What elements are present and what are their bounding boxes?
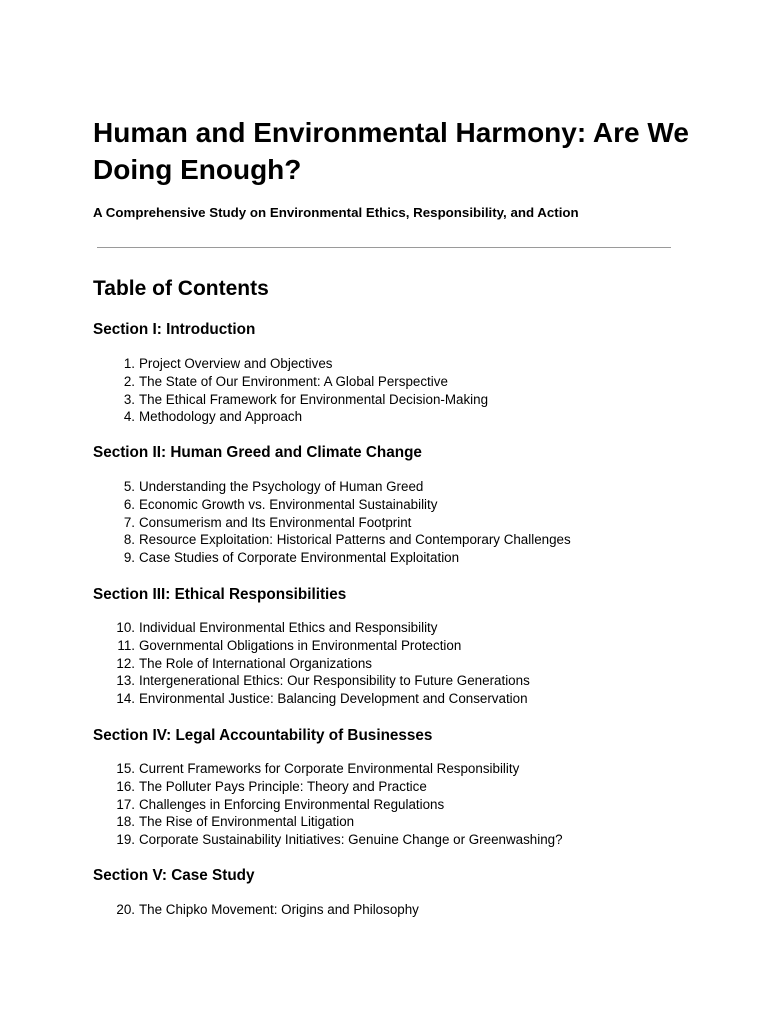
- section-title: Section III: Ethical Responsibilities: [93, 586, 347, 603]
- toc-item-number: 7.: [123, 514, 135, 530]
- toc-item-number: 2.: [123, 373, 135, 389]
- toc-item-number: 6.: [123, 496, 135, 512]
- toc-item-number: 16.: [116, 778, 135, 794]
- document-title: Human and Environmental Harmony: Are We Doing Enough?: [93, 117, 689, 185]
- toc-item-number: 18.: [116, 814, 135, 830]
- toc-item-text: The Rise of Environmental Litigation: [139, 814, 355, 830]
- toc-item-text: Case Studies of Corporate Environmental Exploitation: [139, 550, 460, 566]
- toc-heading: Table of Contents: [93, 277, 269, 300]
- toc-item-text: Corporate Sustainability Initiatives: Genuine Change or Greenwashing?: [139, 832, 563, 848]
- section-title: Section IV: Legal Accountability of Businesses: [93, 727, 433, 744]
- toc-item-number: 5.: [123, 479, 135, 494]
- section-title: Section V: Case Study: [93, 867, 255, 884]
- toc-item-text: The Ethical Framework for Environmental Decision-Making: [139, 391, 489, 407]
- document-subtitle: A Comprehensive Study on Environmental Ethics, Responsibility, and Action: [93, 205, 579, 220]
- toc-item-number: 11.: [117, 637, 135, 653]
- toc-item-number: 12.: [116, 655, 135, 671]
- toc-item-text: The Role of International Organizations: [139, 655, 372, 671]
- toc-item-number: 19.: [116, 832, 135, 848]
- toc-item-text: Economic Growth vs. Environmental Sustainability: [139, 496, 438, 512]
- toc-item-text: Individual Environmental Ethics and Responsibility: [139, 620, 438, 635]
- toc-item-number: 13.: [116, 673, 135, 689]
- toc-item-text: Current Frameworks for Corporate Environmental Responsibility: [139, 761, 520, 776]
- toc-item-number: 20.: [116, 902, 135, 917]
- toc-item-number: 10.: [116, 620, 135, 635]
- toc-item-number: 8.: [123, 532, 135, 548]
- toc-item-text: Consumerism and Its Environmental Footprint: [139, 514, 412, 530]
- toc-item-text: The Polluter Pays Principle: Theory and Practice: [139, 778, 427, 794]
- toc-item-number: 15.: [116, 761, 135, 776]
- toc-item-text: The State of Our Environment: A Global Perspective: [139, 373, 448, 389]
- toc-item-number: 9.: [123, 550, 135, 566]
- toc-item-number: 4.: [123, 409, 135, 425]
- toc-item-number: 3.: [123, 391, 135, 407]
- toc-item-number: 17.: [116, 796, 135, 812]
- toc-item-text: Intergenerational Ethics: Our Responsibility to Future Generations: [139, 673, 530, 689]
- toc-item-text: Project Overview and Objectives: [139, 356, 333, 371]
- toc-item-number: 14.: [116, 691, 135, 707]
- toc-item-text: Understanding the Psychology of Human Greed: [139, 479, 424, 494]
- toc-item-text: Resource Exploitation: Historical Patterns and Contemporary Challenges: [139, 532, 571, 548]
- toc-item-text: Governmental Obligations in Environmental Protection: [139, 637, 462, 653]
- toc-item-text: Environmental Justice: Balancing Development and Conservation: [139, 691, 528, 707]
- section-title: Section I: Introduction: [93, 321, 256, 338]
- section-title: Section II: Human Greed and Climate Change: [93, 444, 422, 461]
- toc-item-text: The Chipko Movement: Origins and Philosophy: [139, 902, 419, 917]
- toc-item-text: Methodology and Approach: [139, 409, 303, 425]
- toc-item-text: Challenges in Enforcing Environmental Regulations: [139, 796, 445, 812]
- toc-item-number: 1.: [123, 356, 135, 371]
- title-divider: [97, 247, 671, 248]
